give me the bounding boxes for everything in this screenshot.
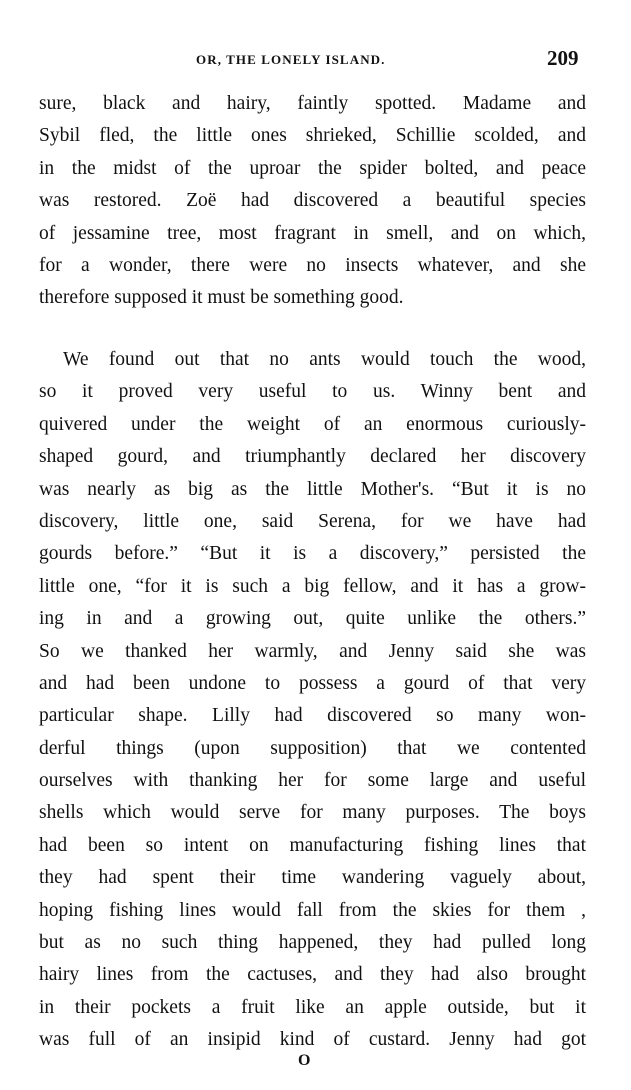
text-line: gourds before.” “But it is a discovery,” persisted the: [39, 543, 586, 565]
page-header: [0, 46, 631, 74]
text-line: We found out that no ants would touch the wood,: [63, 349, 586, 370]
text-line: therefore supposed it must be something good.: [39, 287, 404, 309]
text-line: hairy lines from the cactuses, and they had also brought: [39, 964, 586, 986]
paragraph-2: [39, 344, 586, 1057]
text-line: shaped gourd, and triumphantly declared her discovery: [39, 446, 586, 468]
running-title: OR, THE LONELY ISLAND.: [196, 52, 386, 67]
text-line: for a wonder, there were no insects whatever, and she: [39, 254, 586, 276]
paragraph-1: [39, 88, 586, 315]
text-line: derful things (upon supposition) that we contented: [39, 737, 586, 759]
page-number: 209: [547, 46, 579, 70]
text-line: discovery, little one, said Serena, for we have had: [39, 510, 586, 532]
text-line: so it proved very useful to us. Winny bent and: [39, 381, 586, 403]
text-line: Sybil fled, the little ones shrieked, Schillie scolded, and: [39, 125, 586, 147]
signature-mark: O: [298, 1052, 311, 1069]
text-line: in their pockets a fruit like an apple outside, but it: [39, 996, 586, 1018]
text-line: in the midst of the uproar the spider bolted, and peace: [39, 157, 586, 179]
text-line: but as no such thing happened, they had pulled long: [39, 932, 586, 954]
text-line: shells which would serve for many purposes. The boys: [39, 802, 586, 824]
text-line: and had been undone to possess a gourd of that very: [39, 672, 586, 694]
text-line: ourselves with thanking her for some large and useful: [39, 770, 586, 792]
text-line: of jessamine tree, most fragrant in smell, and on which,: [39, 222, 586, 244]
text-line: little one, “for it is such a big fellow, and it has a grow-: [39, 575, 586, 597]
text-line: had been so intent on manufacturing fishing lines that: [39, 834, 586, 856]
text-line: was nearly as big as the little Mother's. “But it is no: [39, 478, 586, 500]
text-line: was restored. Zoë had discovered a beautiful species: [39, 190, 586, 212]
text-line: quivered under the weight of an enormous curiously-: [39, 413, 586, 435]
text-line: ing in and a growing out, quite unlike the others.”: [39, 608, 586, 630]
text-line: was full of an insipid kind of custard. Jenny had got: [39, 1029, 586, 1051]
text-line: hoping fishing lines would fall from the skies for them ,: [39, 899, 586, 921]
text-line: they had spent their time wandering vaguely about,: [39, 867, 586, 889]
text-line: sure, black and hairy, faintly spotted. Madame and: [39, 93, 586, 114]
text-line: particular shape. Lilly had discovered so many won-: [39, 705, 586, 727]
text-line: So we thanked her warmly, and Jenny said she was: [39, 640, 586, 662]
